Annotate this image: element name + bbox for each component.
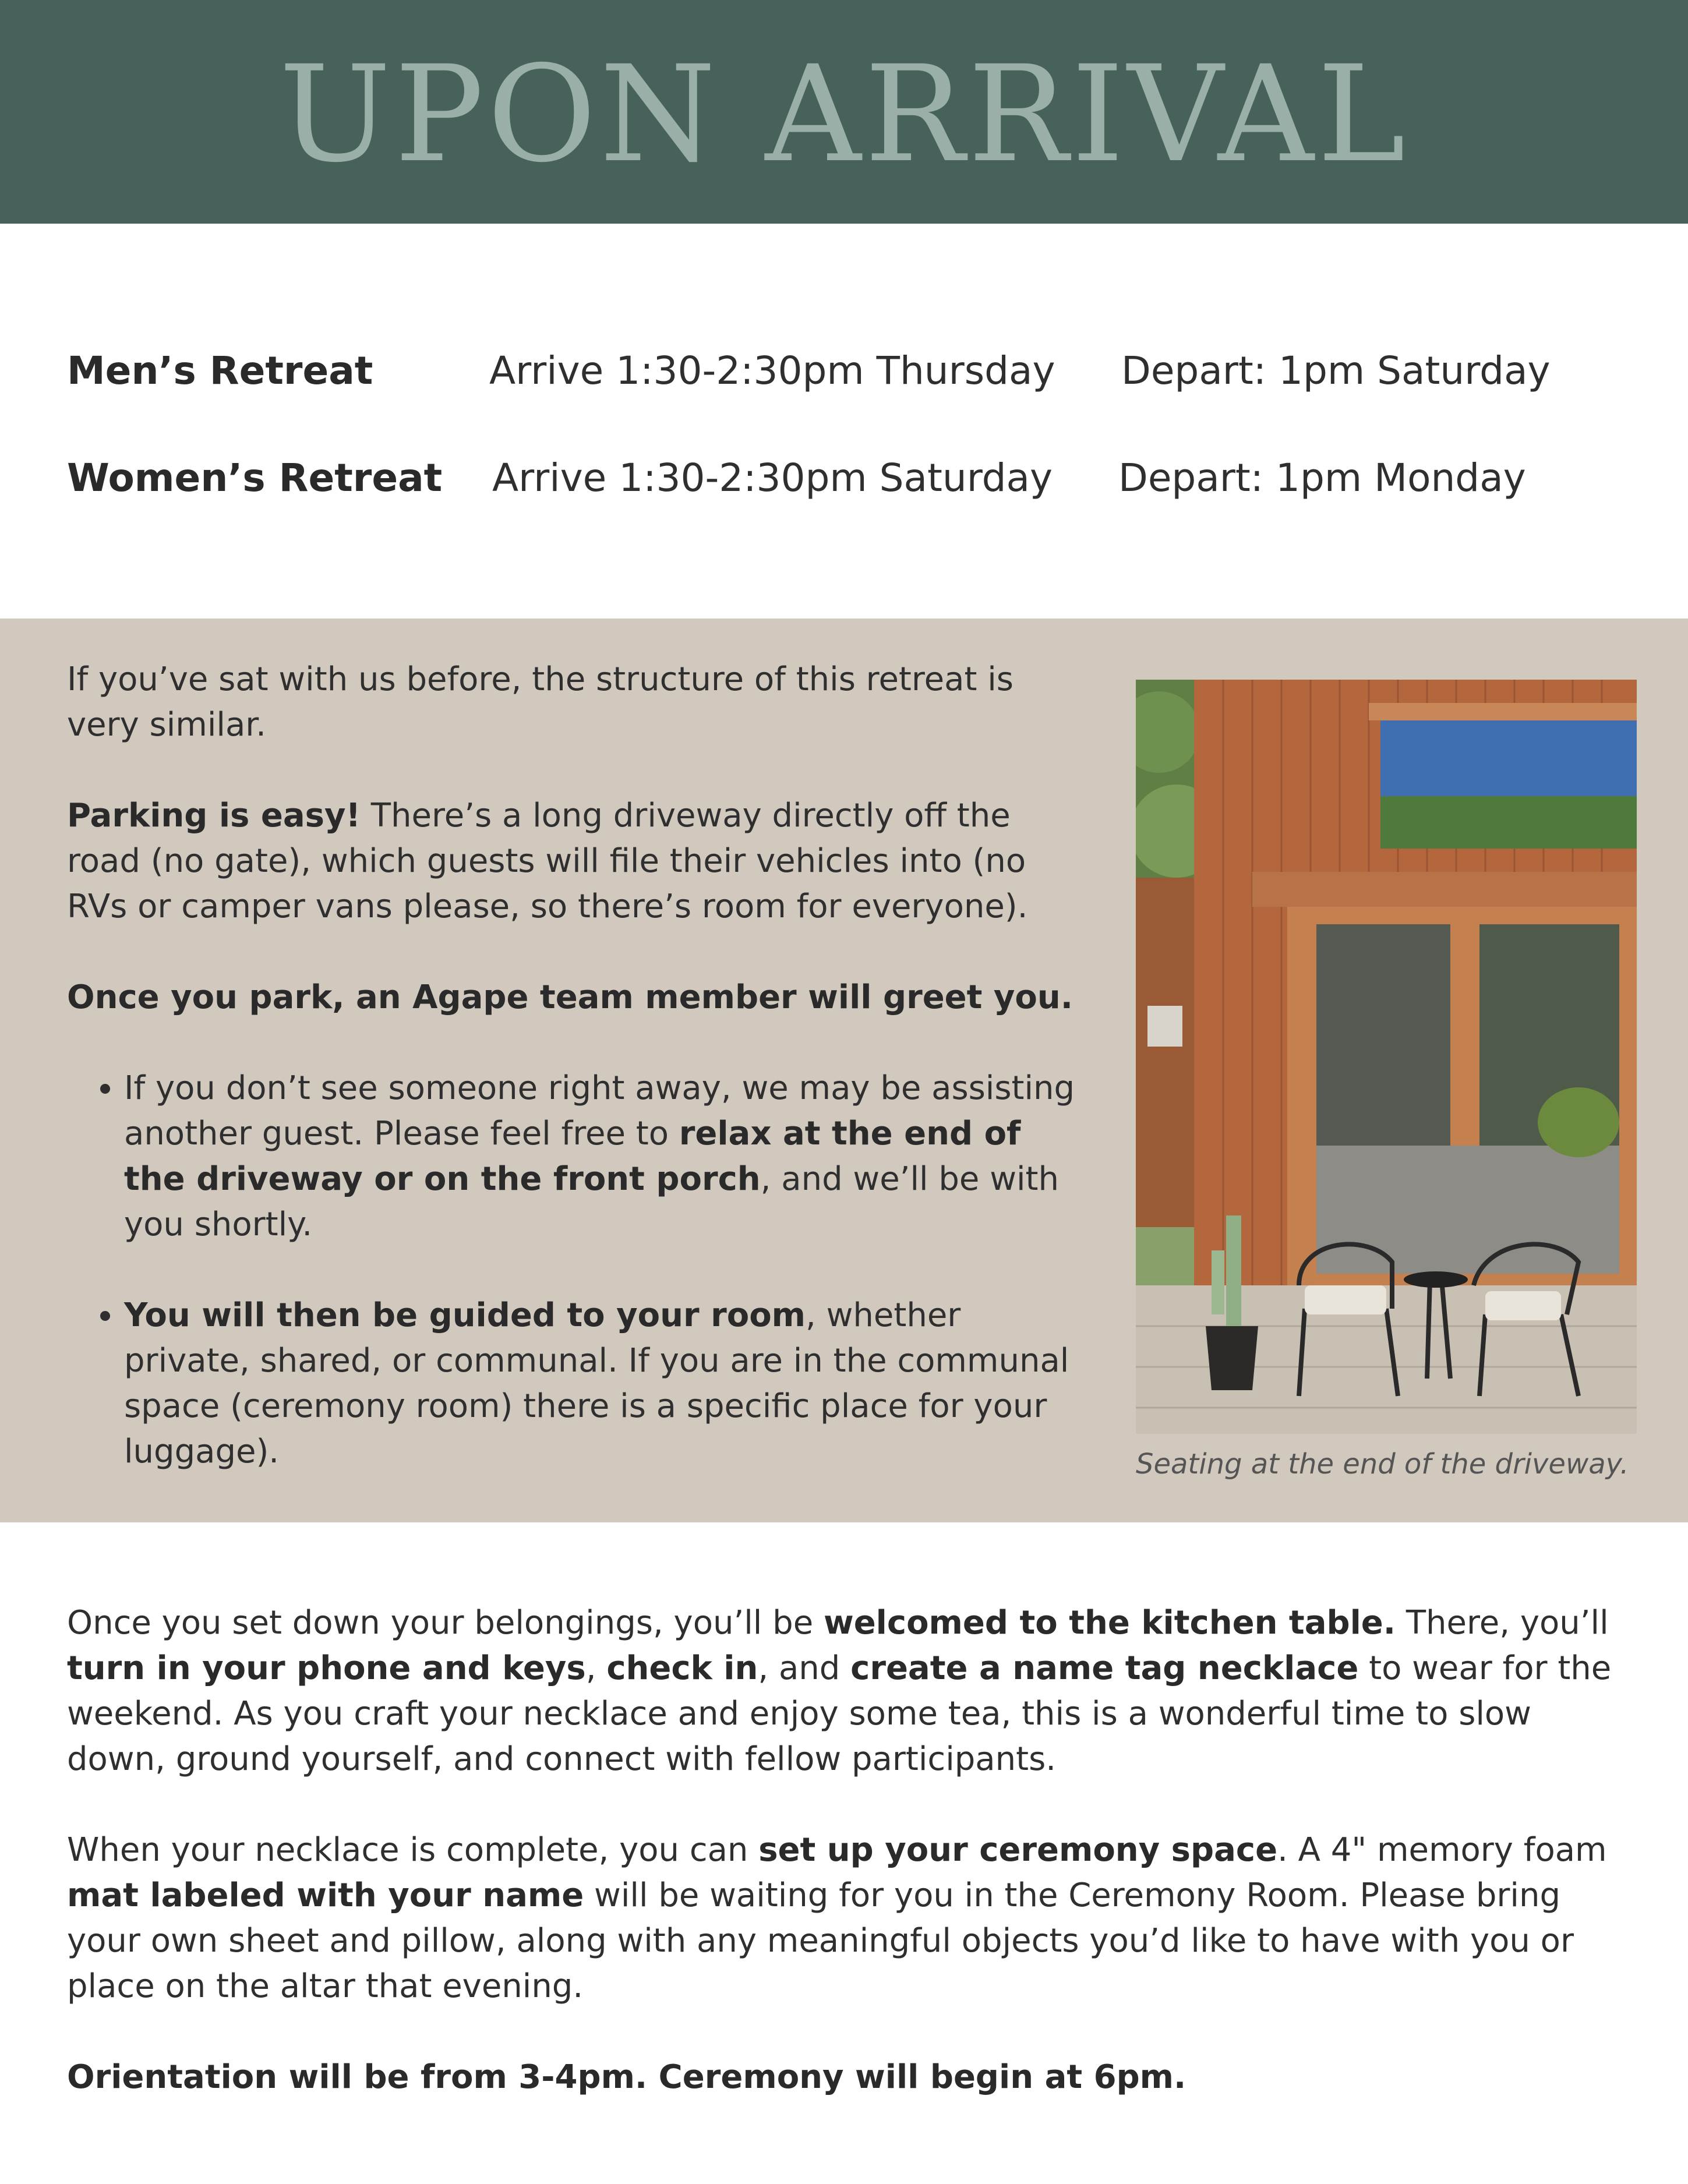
after-arrival-text [67, 1600, 1640, 2146]
ceremony-space-paragraph: When your necklace is complete, you can set up your ceremony space. A 4" memory foam mat labeled with your name will be waiting for you in the Ceremony Room. Please bring your own sheet and pillow, along with any meaningful objects you’d like to have with you or place on the altar that evening. [67, 1831, 1607, 2005]
arrival-info-text [67, 657, 1092, 1475]
list-item: • You will then be guided to your room, whether private, shared, or communal. If you are in the communal space (ceremony room) there is a specific place for your luggage). [124, 1293, 1092, 1475]
header-band [0, 0, 1688, 224]
list-item: • If you don’t see someone right away, we may be assisting another guest. Please feel free to relax at the end of the driveway or on the front porch, and we’ll be with you shortly. [124, 1066, 1092, 1248]
depart-time: Depart: 1pm Monday [1118, 455, 1526, 500]
intro-paragraph: If you’ve sat with us before, the structure of this retreat is very similar. [67, 660, 1013, 744]
arrival-steps-list [67, 1066, 1092, 1475]
arrival-info-panel [0, 619, 1688, 1522]
retreat-name: Women’s Retreat [67, 455, 443, 500]
page-title: UPON ARRIVAL [279, 37, 1409, 192]
arrive-time: Arrive 1:30-2:30pm Saturday [492, 455, 1053, 500]
driveway-seating-photo [1136, 680, 1637, 1434]
orientation-paragraph: Orientation will be from 3-4pm. Ceremony will begin at 6pm. [67, 2058, 1186, 2096]
depart-time: Depart: 1pm Saturday [1121, 348, 1551, 393]
retreat-name: Men’s Retreat [67, 348, 373, 393]
parking-paragraph: Parking is easy! There’s a long driveway directly off the road (no gate), which guests will file their vehicles into (no RVs or camper vans please, so there’s room for everyone). [67, 797, 1028, 925]
arrive-time: Arrive 1:30-2:30pm Thursday [489, 348, 1055, 393]
parking-heading: Parking is easy! [67, 797, 361, 835]
greet-paragraph: Once you park, an Agape team member will greet you. [67, 978, 1073, 1016]
kitchen-paragraph: Once you set down your belongings, you’ll be welcomed to the kitchen table. There, you’ll turn in your phone and keys, check in, and create a name tag necklace to wear for the weekend. As you craft your necklace and enjoy some tea, this is a wonderful time to slow down, ground yourself, and connect with fellow participants. [67, 1604, 1612, 1778]
photo-caption: Seating at the end of the driveway. [1136, 1448, 1629, 1480]
